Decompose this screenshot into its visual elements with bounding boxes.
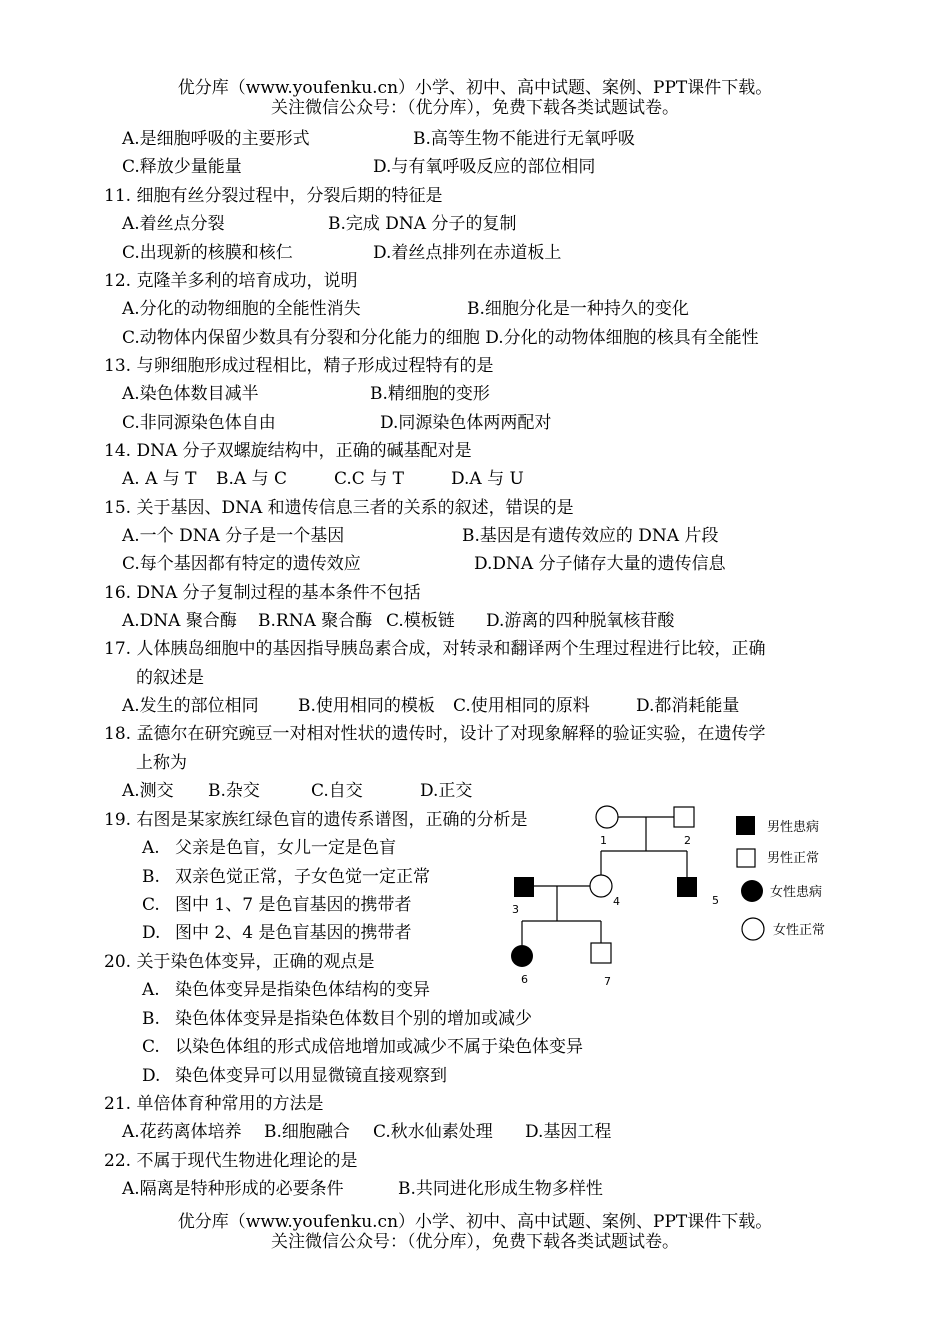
q17-stem-2: 的叙述是: [136, 668, 204, 688]
q20-option-c-label: C.: [142, 1037, 160, 1057]
q12-option-a: A.分化的动物细胞的全能性消失: [122, 299, 361, 319]
footer-line-2: 关注微信公众号：（优分库），免费下载各类试题试卷。: [271, 1232, 679, 1252]
q16-option-b: B.RNA 聚合酶: [258, 611, 373, 631]
q21-option-a: A.花药离体培养: [122, 1122, 242, 1142]
q13-option-b: B.精细胞的变形: [370, 384, 490, 404]
q21-option-b: B.细胞融合: [264, 1122, 350, 1142]
individual-7-normal-male: [591, 943, 611, 963]
q10-option-c: C.释放少量能量: [122, 157, 242, 177]
individual-2-normal-male: [674, 807, 694, 827]
q14-stem: 14. DNA 分子双螺旋结构中，正确的碱基配对是: [104, 441, 472, 461]
header-line-2: 关注微信公众号：（优分库），免费下载各类试题试卷。: [271, 98, 679, 118]
q19-option-c: 图中 1、7 是色盲基因的携带者: [175, 895, 412, 915]
q17-option-d: D.都消耗能量: [636, 696, 740, 716]
q14-option-d: D.A 与 U: [451, 469, 524, 489]
q18-option-d: D.正交: [420, 781, 473, 801]
q20-option-a: 染色体变异是指染色体结构的变异: [175, 980, 430, 1000]
q16-option-c: C.模板链: [386, 611, 455, 631]
q17-option-b: B.使用相同的模板: [298, 696, 435, 716]
legend-normal-female-label: 女性正常: [773, 923, 826, 938]
q20-option-d-label: D.: [142, 1066, 161, 1086]
q10-option-d: D.与有氧呼吸反应的部位相同: [373, 157, 596, 177]
q20-option-b: 染色体体变异是指染色体数目个别的增加或减少: [175, 1009, 532, 1029]
q19-option-a-label: A.: [142, 838, 160, 858]
q20-option-d: 染色体变异可以用显微镜直接观察到: [175, 1066, 447, 1086]
q12-option-b: B.细胞分化是一种持久的变化: [467, 299, 689, 319]
q11-option-c: C.出现新的核膜和核仁: [122, 243, 293, 263]
footer-line-1: 优分库（www.youfenku.cn）小学、初中、高中试题、案例、PPT课件下载。: [177, 1212, 773, 1232]
q15-option-a: A.一个 DNA 分子是一个基因: [122, 526, 345, 546]
q20-option-b-label: B.: [142, 1009, 160, 1029]
label-3: 3: [512, 903, 519, 916]
label-6: 6: [521, 973, 528, 986]
label-5: 5: [712, 894, 719, 907]
q18-option-b: B.杂交: [208, 781, 260, 801]
q13-option-c: C.非同源染色体自由: [122, 413, 276, 433]
q16-option-d: D.游离的四种脱氧核苷酸: [486, 611, 675, 631]
individual-4-normal-female: [590, 875, 612, 897]
q18-option-c: C.自交: [311, 781, 363, 801]
q19-stem: 19. 右图是某家族红绿色盲的遗传系谱图，正确的分析是: [104, 810, 528, 830]
label-4: 4: [613, 895, 620, 908]
q13-option-a: A.染色体数目减半: [122, 384, 259, 404]
individual-6-affected-female: [511, 945, 533, 967]
legend-normal-male-label: 男性正常: [767, 851, 820, 866]
q11-option-d: D.着丝点排列在赤道板上: [373, 243, 562, 263]
label-2: 2: [684, 834, 691, 847]
individual-1-normal-female: [596, 806, 618, 828]
q18-stem-1: 18. 孟德尔在研究豌豆一对相对性状的遗传时，设计了对现象解释的验证实验，在遗传学: [104, 724, 766, 744]
q17-option-a: A.发生的部位相同: [122, 696, 259, 716]
q15-option-b: B.基因是有遗传效应的 DNA 片段: [462, 526, 719, 546]
q12-option-cd: C.动物体内保留少数具有分裂和分化能力的细胞 D.分化的动物体细胞的核具有全能性: [122, 328, 759, 348]
individual-3-affected-male: [514, 877, 534, 897]
q12-stem: 12. 克隆羊多利的培育成功，说明: [104, 271, 358, 291]
q22-stem: 22. 不属于现代生物进化理论的是: [104, 1151, 358, 1171]
q18-stem-2: 上称为: [136, 753, 187, 773]
q19-option-b-label: B.: [142, 867, 160, 887]
q21-stem: 21. 单倍体育种常用的方法是: [104, 1094, 324, 1114]
pedigree-diagram: [500, 800, 850, 1000]
q13-stem: 13. 与卵细胞形成过程相比，精子形成过程特有的是: [104, 356, 494, 376]
label-7: 7: [604, 975, 611, 988]
q21-option-c: C.秋水仙素处理: [373, 1122, 493, 1142]
q15-option-d: D.DNA 分子储存大量的遗传信息: [474, 554, 726, 574]
q16-option-a: A.DNA 聚合酶: [122, 611, 237, 631]
q15-stem: 15. 关于基因、DNA 和遗传信息三者的关系的叙述，错误的是: [104, 498, 574, 518]
header-line-1: 优分库（www.youfenku.cn）小学、初中、高中试题、案例、PPT课件下载。: [177, 78, 773, 98]
q22-option-b: B.共同进化形成生物多样性: [398, 1179, 603, 1199]
label-1: 1: [600, 834, 607, 847]
q11-stem: 11. 细胞有丝分裂过程中，分裂后期的特征是: [104, 186, 443, 206]
legend-affected-male-icon: [736, 816, 755, 835]
q10-option-a: A.是细胞呼吸的主要形式: [122, 129, 310, 149]
q17-stem-1: 17. 人体胰岛细胞中的基因指导胰岛素合成，对转录和翻译两个生理过程进行比较，正确: [104, 639, 766, 659]
legend-normal-female-icon: [742, 918, 764, 940]
q22-option-a: A.隔离是特种形成的必要条件: [122, 1179, 344, 1199]
q19-option-c-label: C.: [142, 895, 160, 915]
q20-stem: 20. 关于染色体变异，正确的观点是: [104, 952, 375, 972]
legend-affected-male-label: 男性患病: [767, 820, 820, 835]
legend-affected-female-label: 女性患病: [770, 885, 823, 900]
individual-5-affected-male: [677, 877, 697, 897]
q11-option-a: A.着丝点分裂: [122, 214, 225, 234]
q20-option-a-label: A.: [142, 980, 160, 1000]
q11-option-b: B.完成 DNA 分子的复制: [328, 214, 517, 234]
q14-option-a: A. A 与 T: [122, 469, 197, 489]
q14-option-c: C.C 与 T: [334, 469, 404, 489]
legend-affected-female-icon: [741, 880, 763, 902]
q19-option-b: 双亲色觉正常，子女色觉一定正常: [175, 867, 430, 887]
q10-option-b: B.高等生物不能进行无氧呼吸: [413, 129, 635, 149]
q13-option-d: D.同源染色体两两配对: [380, 413, 552, 433]
q19-option-a: 父亲是色盲，女儿一定是色盲: [175, 838, 396, 858]
q19-option-d: 图中 2、4 是色盲基因的携带者: [175, 923, 412, 943]
q21-option-d: D.基因工程: [525, 1122, 612, 1142]
q18-option-a: A.测交: [122, 781, 174, 801]
q17-option-c: C.使用相同的原料: [453, 696, 590, 716]
q15-option-c: C.每个基因都有特定的遗传效应: [122, 554, 361, 574]
q20-option-c: 以染色体组的形式成倍地增加或减少不属于染色体变异: [175, 1037, 583, 1057]
q14-option-b: B.A 与 C: [216, 469, 287, 489]
q19-option-d-label: D.: [142, 923, 161, 943]
q16-stem: 16. DNA 分子复制过程的基本条件不包括: [104, 583, 421, 603]
legend-normal-male-icon: [737, 849, 755, 867]
